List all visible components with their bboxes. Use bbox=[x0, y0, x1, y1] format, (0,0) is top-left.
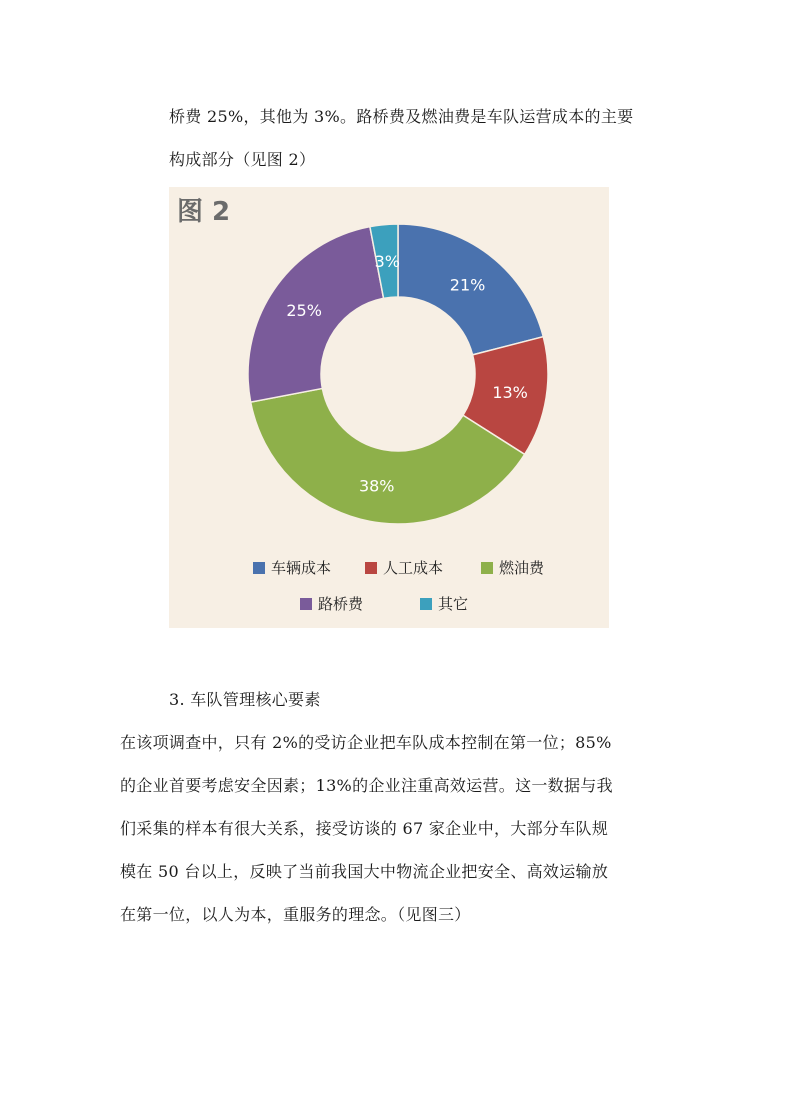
slice-label-4: 3% bbox=[374, 252, 401, 272]
slice-label-2: 38% bbox=[358, 476, 395, 496]
legend-item-vehicle-cost bbox=[253, 557, 331, 578]
legend-swatch bbox=[253, 562, 265, 574]
body-text-line: 在该项调查中，只有 2%的受访企业把车队成本控制在第一位；85% bbox=[120, 733, 612, 752]
body-text-line: 在第一位，以人为本，重服务的理念。（见图三） bbox=[120, 905, 471, 924]
slice-label-1: 13% bbox=[492, 382, 528, 402]
legend-swatch bbox=[365, 562, 377, 574]
legend-label: 路桥费 bbox=[318, 595, 364, 613]
slice-label-3: 25% bbox=[286, 301, 322, 321]
body-text-line: 们采集的样本有很大关系，接受访谈的 67 家企业中，大部分车队规 bbox=[120, 819, 609, 838]
legend-label: 人工成本 bbox=[383, 559, 444, 577]
legend-item-fuel-cost bbox=[481, 557, 544, 578]
slice-label-0: 21% bbox=[449, 275, 486, 295]
body-text-line: 构成部分（见图 2） bbox=[169, 150, 316, 169]
body-text-line: 桥费 25%，其他为 3%。路桥费及燃油费是车队运营成本的主要 bbox=[169, 107, 634, 126]
legend-item-labor-cost bbox=[365, 557, 443, 578]
legend-label: 其它 bbox=[438, 595, 469, 613]
legend-swatch bbox=[420, 598, 432, 610]
figure-title: 图 2 bbox=[177, 197, 231, 227]
legend-item-other bbox=[420, 593, 468, 614]
body-text-line: 模在 50 台以上，反映了当前我国大中物流企业把安全、高效运输放 bbox=[120, 862, 609, 881]
legend-label: 燃油费 bbox=[499, 559, 545, 577]
legend-swatch bbox=[481, 562, 493, 574]
legend-label: 车辆成本 bbox=[271, 559, 332, 577]
legend-item-toll-cost bbox=[300, 593, 363, 614]
body-text-line: 的企业首要考虑安全因素；13%的企业注重高效运营。这一数据与我 bbox=[120, 776, 613, 795]
figure-2 bbox=[169, 187, 609, 628]
section-heading: 3. 车队管理核心要素 bbox=[169, 690, 321, 709]
legend-swatch bbox=[300, 598, 312, 610]
